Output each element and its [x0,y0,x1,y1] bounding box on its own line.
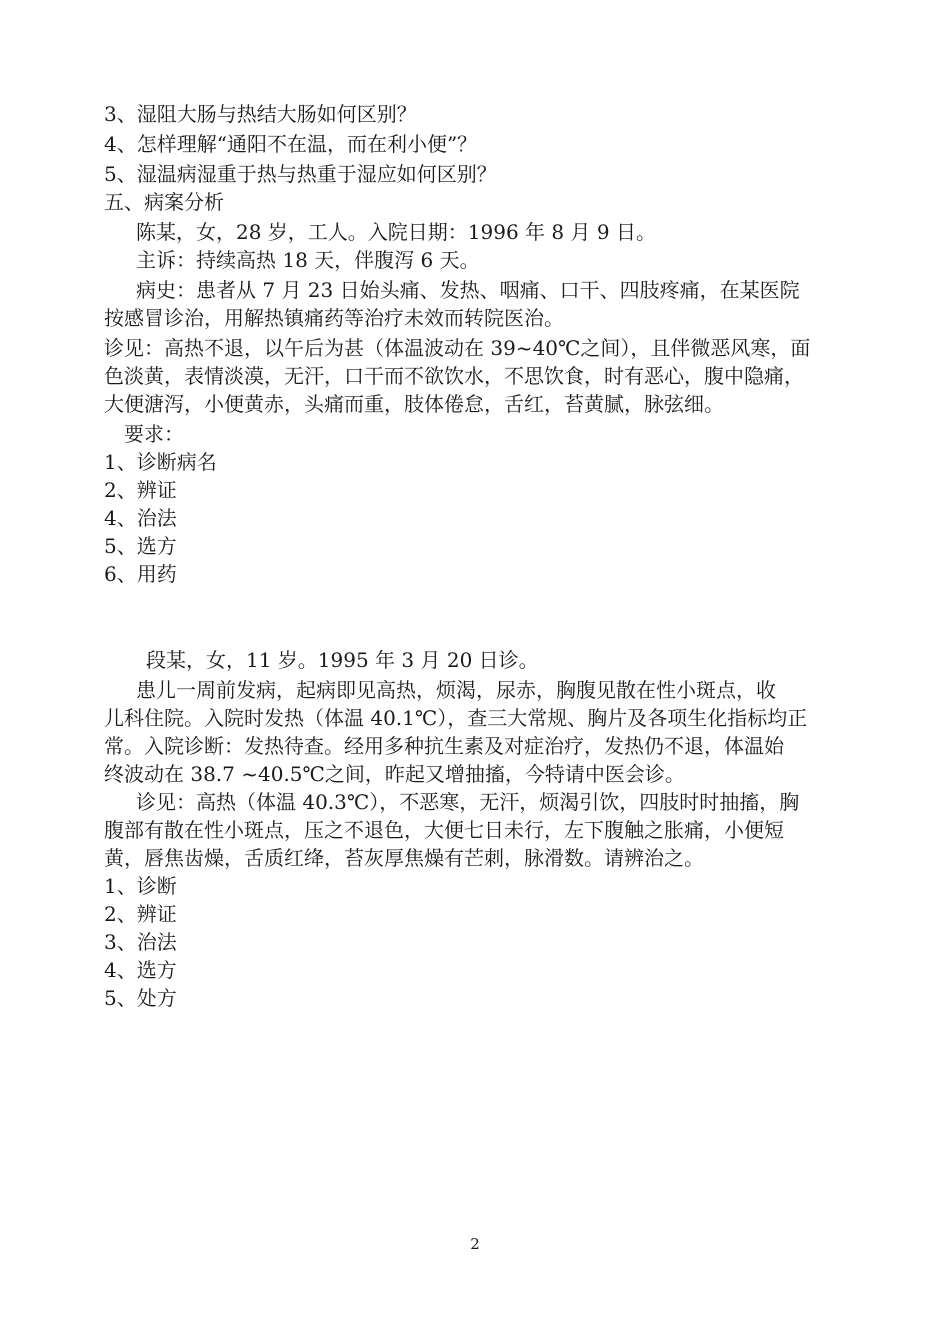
case2-requirement-item: 2、辨证 [104,902,177,926]
case1-requirement-item: 1、诊断病名 [104,450,217,474]
case1-history-line: 按感冒诊治，用解热镇痛药等治疗未效而转院医治。 [104,306,564,330]
case1-exam-line: 色淡黄，表情淡漠，无汗，口干而不欲饮水，不思饮食，时有恶心，腹中隐痛， [104,364,804,388]
section-heading: 五、病案分析 [104,190,224,214]
case2-para2-line: 诊见：高热（体温 40.3℃），不恶寒，无汗，烦渴引饮，四肢时时抽搐，胸 [136,790,800,814]
case2-requirement-item: 1、诊断 [104,874,177,898]
case2-para2-line: 腹部有散在性小斑点，压之不退色，大便七日未行，左下腹触之胀痛，小便短 [104,818,784,842]
case1-requirements-label: 要求： [124,422,184,446]
case2-para1-line: 患儿一周前发病，起病即见高热，烦渴，尿赤，胸腹见散在性小斑点，收 [136,678,776,702]
case1-exam-line: 诊见：高热不退，以午后为甚（体温波动在 39~40℃之间），且伴微恶风寒，面 [104,336,811,360]
case1-intro: 陈某，女，28 岁，工人。入院日期：1996 年 8 月 9 日。 [136,220,656,244]
case1-requirement-item: 6、用药 [104,562,177,586]
question-3: 3、湿阻大肠与热结大肠如何区别？ [104,102,417,126]
case2-requirement-item: 3、治法 [104,930,177,954]
case1-requirement-item: 4、治法 [104,506,177,530]
case1-history-line: 病史：患者从 7 月 23 日始头痛、发热、咽痛、口干、四肢疼痛，在某医院 [136,278,800,302]
case2-para1-line: 儿科住院。入院时发热（体温 40.1℃），查三大常规、胸片及各项生化指标均正 [104,706,808,730]
page-number: 2 [470,1235,480,1253]
case2-requirement-item: 5、处方 [104,986,177,1010]
case2-requirement-item: 4、选方 [104,958,177,982]
case1-requirement-item: 2、辨证 [104,478,177,502]
case1-exam-line: 大便溏泻，小便黄赤，头痛而重，肢体倦怠，舌红，苔黄腻，脉弦细。 [104,392,724,416]
case2-para1-line: 常。入院诊断：发热待查。经用多种抗生素及对症治疗，发热仍不退，体温始 [104,734,784,758]
question-5: 5、湿温病湿重于热与热重于湿应如何区别？ [104,162,497,186]
case1-complaint: 主诉：持续高热 18 天，伴腹泻 6 天。 [136,248,480,272]
case2-para1-line: 终波动在 38.7 ~40.5℃之间，昨起又增抽搐，今特请中医会诊。 [104,762,685,786]
case2-intro: 段某，女，11 岁。1995 年 3 月 20 日诊。 [146,648,539,672]
case2-para2-line: 黄，唇焦齿燥，舌质红绛，苔灰厚焦燥有芒刺，脉滑数。请辨治之。 [104,846,704,870]
case1-requirement-item: 5、选方 [104,534,177,558]
question-4: 4、怎样理解“通阳不在温，而在利小便”？ [104,132,478,156]
